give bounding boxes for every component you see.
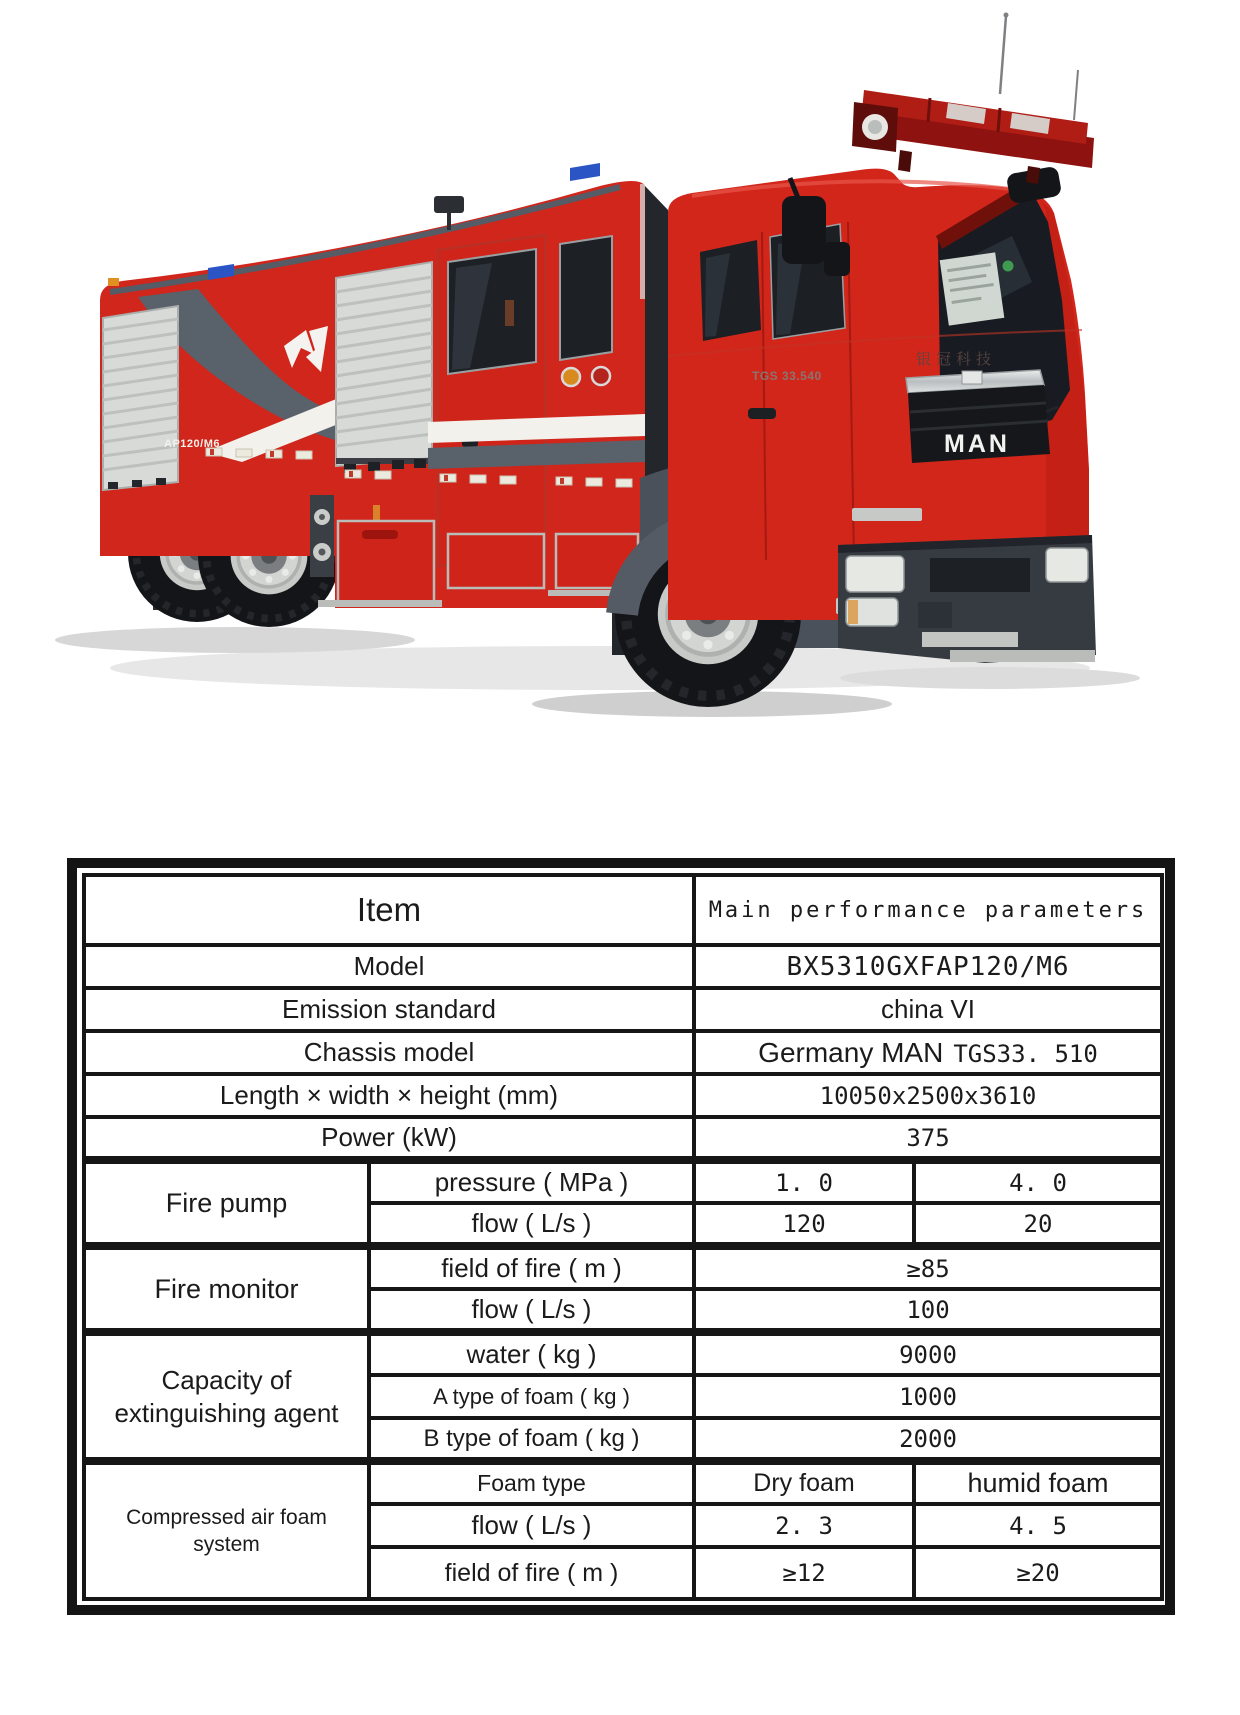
row-model: [84, 945, 1162, 988]
foam-b-value: 2000: [694, 1418, 1162, 1461]
pump-pressure-label: pressure ( MPa ): [369, 1160, 694, 1203]
row-monitor-field: [84, 1246, 1162, 1289]
spec-table-frame: [67, 858, 1175, 1615]
license-recess: [930, 558, 1030, 592]
cafs-flow-v1: 2. 3: [694, 1504, 914, 1547]
power-label: Power (kW): [84, 1117, 694, 1160]
model-value: BX5310GXFAP120/M6: [694, 945, 1162, 988]
header-params: Main performance parameters: [694, 875, 1162, 945]
row-power: [84, 1117, 1162, 1160]
underrun-guard: [950, 650, 1095, 662]
model-label: Model: [84, 945, 694, 988]
foam-a-value: 1000: [694, 1375, 1162, 1418]
blue-beacon-front: [570, 163, 600, 181]
bumper-step: [922, 632, 1018, 647]
cafs-type-v2: humid foam: [914, 1461, 1162, 1504]
tow-cover: [918, 602, 952, 628]
row-capacity-water: [84, 1332, 1162, 1375]
front-bumper: [838, 535, 1096, 663]
dimensions-value: 10050x2500x3610: [694, 1074, 1162, 1117]
dimensions-label: Length × width × height (mm): [84, 1074, 694, 1117]
headlight-right: [1046, 548, 1088, 582]
hose-panel: [310, 495, 334, 577]
chassis-model-code: TGS33. 510: [953, 1039, 1098, 1068]
antenna-2: [1074, 70, 1078, 120]
inspection-dot: [1003, 261, 1014, 272]
side-marking-text: AP120/M6: [164, 438, 220, 450]
monitor-flow-label: flow ( L/s ): [369, 1289, 694, 1332]
fire-monitor-label: Fire monitor: [84, 1246, 369, 1332]
cafs-type-label: Foam type: [369, 1461, 694, 1504]
cafs-flow-label: flow ( L/s ): [369, 1504, 694, 1547]
header-row: [84, 875, 1162, 945]
chassis-value: [694, 1031, 1162, 1074]
crew-door: [438, 235, 545, 566]
row-pump-pressure: [84, 1160, 1162, 1203]
row-chassis: [84, 1031, 1162, 1074]
water-value: 9000: [694, 1332, 1162, 1375]
pump-flow-v1: 120: [694, 1203, 914, 1246]
foam-b-label: B type of foam ( kg ): [369, 1418, 694, 1461]
amber-marker-light: [562, 368, 580, 386]
headlight-upper: [846, 556, 904, 592]
red-marker-light: [592, 367, 610, 385]
emission-label: Emission standard: [84, 988, 694, 1031]
cab-brand-text: 银冠科技: [916, 351, 997, 368]
fire-pump-label: Fire pump: [84, 1160, 369, 1246]
cafs-field-v2: ≥20: [914, 1547, 1162, 1599]
water-label: water ( kg ): [369, 1332, 694, 1375]
cafs-field-label: field of fire ( m ): [369, 1547, 694, 1599]
row-emission: [84, 988, 1162, 1031]
man-grille: [906, 370, 1050, 463]
chassis-brand: Germany MAN: [758, 1036, 944, 1068]
monitor-field-value: ≥85: [694, 1246, 1162, 1289]
rear-roller-shutter: [103, 306, 178, 490]
door-badge-text: TGS 33.540: [752, 369, 822, 383]
cab-door-handle: [748, 408, 776, 419]
row-cafs-type: [84, 1461, 1162, 1504]
light-bar: [852, 13, 1094, 185]
emission-value: china VI: [694, 988, 1162, 1031]
pump-pressure-v2: 4. 0: [914, 1160, 1162, 1203]
monitor-field-label: field of fire ( m ): [369, 1246, 694, 1289]
spec-table: [82, 873, 1164, 1601]
main-mirror: [782, 196, 826, 264]
windshield-sticker: [940, 252, 1005, 325]
pump-flow-label: flow ( L/s ): [369, 1203, 694, 1246]
power-value: 375: [694, 1117, 1162, 1160]
row-dimensions: [84, 1074, 1162, 1117]
monitor-flow-value: 100: [694, 1289, 1162, 1332]
pump-pressure-v1: 1. 0: [694, 1160, 914, 1203]
antenna: [1000, 16, 1006, 94]
amber-roof-marker: [108, 278, 119, 286]
chassis-label: Chassis model: [84, 1031, 694, 1074]
mid-roller-shutter: [336, 262, 432, 473]
cafs-field-v1: ≥12: [694, 1547, 914, 1599]
pump-flow-v2: 20: [914, 1203, 1162, 1246]
cafs-type-v1: Dry foam: [694, 1461, 914, 1504]
foam-a-label: A type of foam ( kg ): [369, 1375, 694, 1418]
cafs-flow-v2: 4. 5: [914, 1504, 1162, 1547]
header-item: Item: [84, 875, 694, 945]
grille-brand-text: MAN: [944, 430, 1010, 458]
fire-truck-photo: [0, 0, 1240, 790]
wide-angle-mirror: [824, 242, 850, 276]
capacity-label: Capacity of extinguishing agent: [84, 1332, 369, 1461]
side-window: [560, 236, 612, 360]
cafs-label: Compressed air foam system: [84, 1461, 369, 1599]
hazard-sticker: [373, 505, 380, 521]
corner-trim: [640, 184, 645, 299]
